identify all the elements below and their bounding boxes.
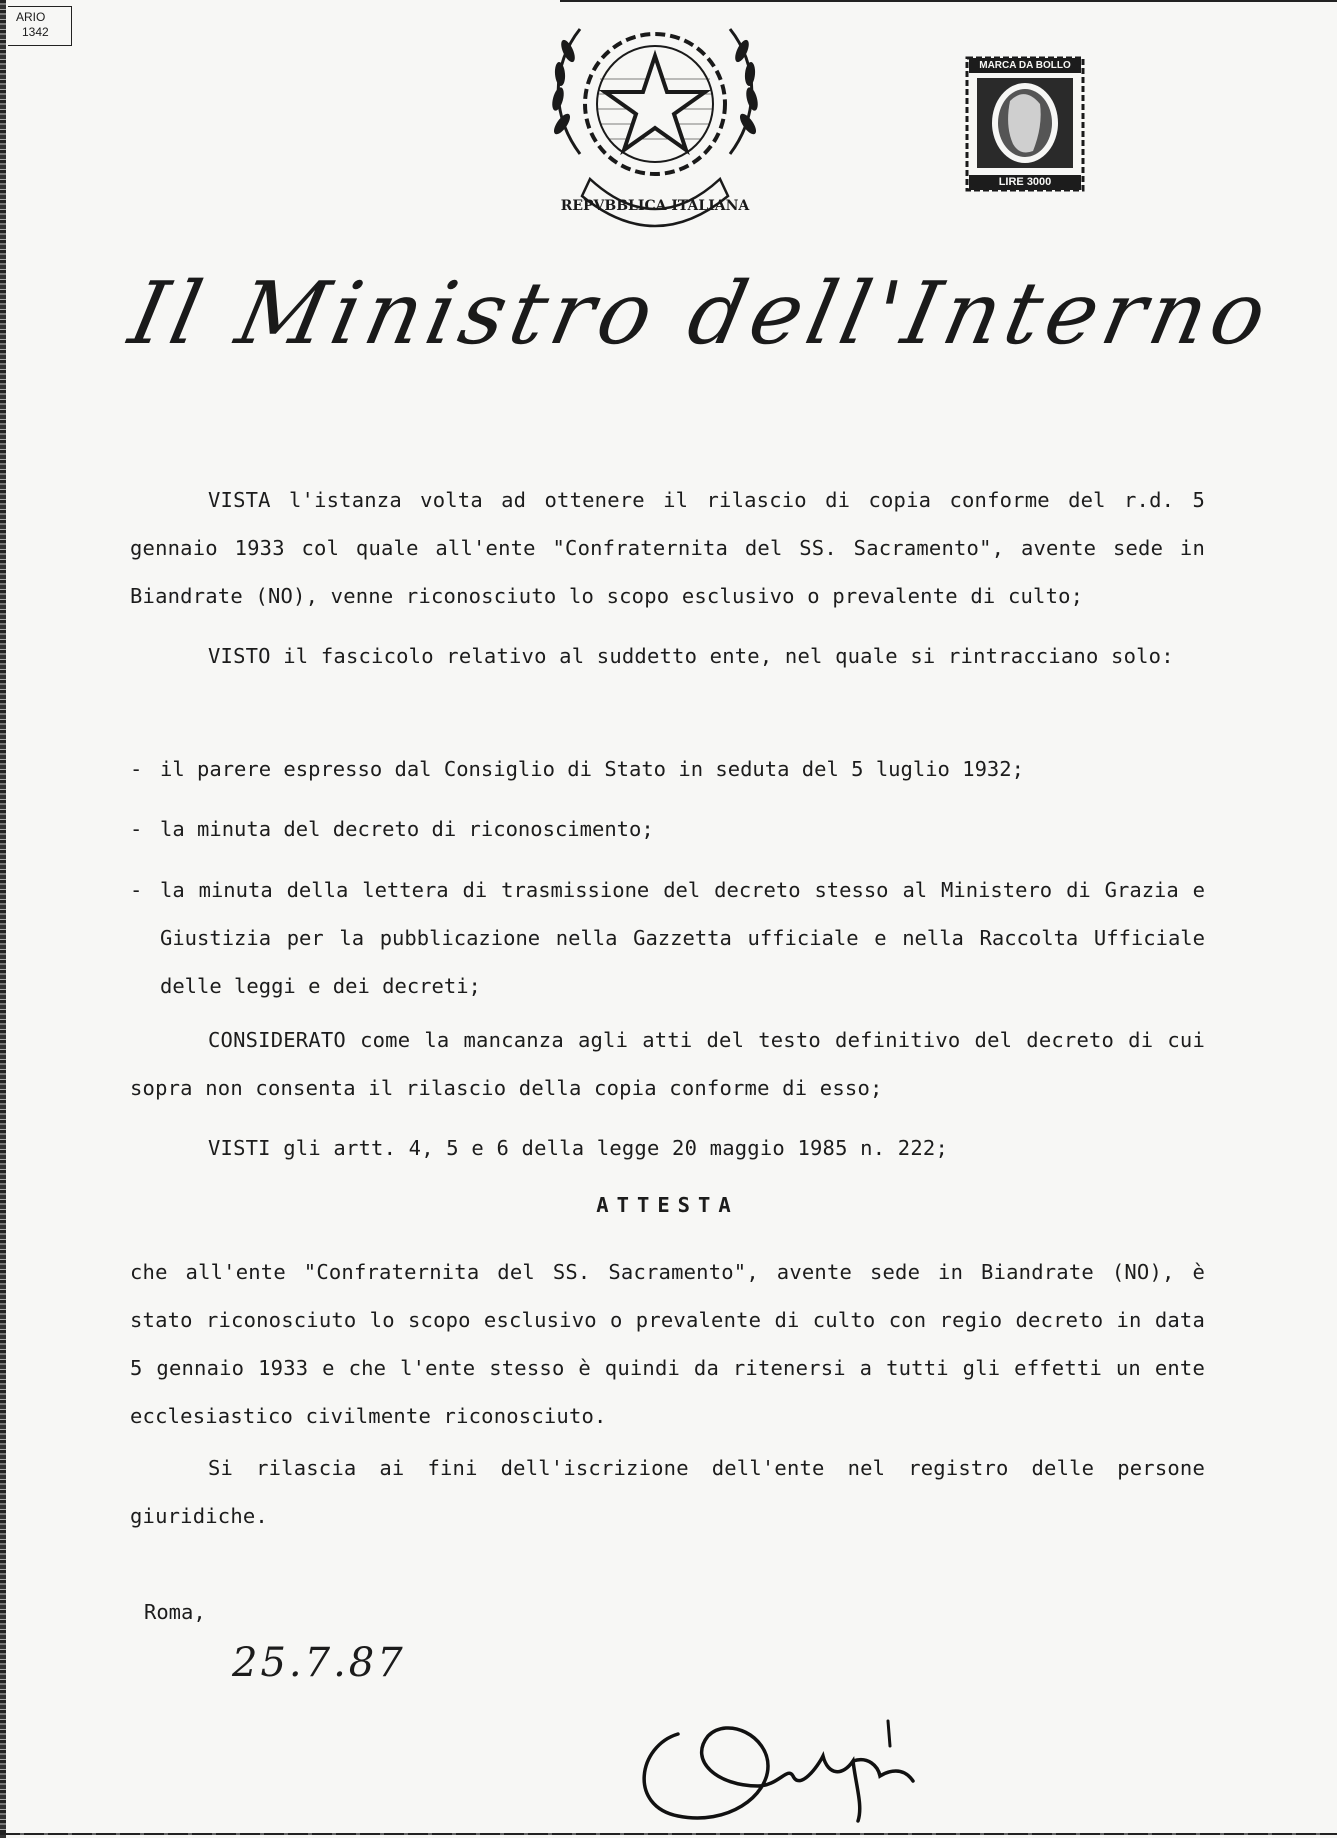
scan-top-border xyxy=(560,0,1337,2)
paragraph-visto: VISTO il fascicolo relativo al suddetto ente, nel quale si rintracciano solo: xyxy=(208,644,1174,668)
paragraph-rilascia: Si rilascia ai fini dell'iscrizione dell'ente nel registro delle persone giuridiche. xyxy=(130,1456,1205,1528)
place-label: Roma, xyxy=(144,1600,206,1624)
paragraph-vista: VISTA l'istanza volta ad ottenere il rilascio di copia conforme del r.d. 5 gennaio 1933 col quale all'ente "Confraternita del SS. Sacramento", avente sede in Biandrate (NO), venne riconosciuto lo scopo esclusivo o prevalente di culto; xyxy=(130,488,1205,608)
handwritten-date: 25.7.87 xyxy=(232,1640,406,1686)
stamp-value-text: LIRE 3000 xyxy=(969,175,1081,190)
emblem-ribbon-text: REPVBBLICA ITALIANA xyxy=(560,198,750,214)
archive-label xyxy=(8,6,72,46)
list-item xyxy=(130,805,1205,853)
republic-emblem-icon xyxy=(540,4,770,244)
list-item-text: il parere espresso dal Consiglio di Stato in seduta del 5 luglio 1932; xyxy=(160,757,1024,781)
list-item-text: la minuta della lettera di trasmissione del decreto stesso al Ministero di Grazia e Giustizia per la pubblicazione nella Gazzetta ufficiale e nella Raccolta Ufficiale delle leggi e dei decreti; xyxy=(160,878,1205,998)
list-bullet: - xyxy=(130,878,143,902)
revenue-stamp-icon xyxy=(965,56,1085,192)
scan-bottom-border xyxy=(0,1833,1337,1835)
paragraph-attesta: che all'ente "Confraternita del SS. Sacramento", avente sede in Biandrate (NO), è stato riconosciuto lo scopo esclusivo o prevalente di culto con regio decreto in data 5 gennaio 1933 e che l'ente stesso è quindi da ritenersi a tutti gli effetti un ente ecclesiastico civilmente riconosciuto. xyxy=(130,1260,1205,1428)
list-item xyxy=(130,745,1205,793)
archive-label-line1: ARIO xyxy=(16,10,46,24)
paragraph-considerato: CONSIDERATO come la mancanza agli atti del testo definitivo del decreto di cui sopra non consenta il rilascio della copia conforme di esso; xyxy=(130,1028,1205,1100)
stamp-top-text: MARCA DA BOLLO xyxy=(969,58,1081,73)
revenue-stamp xyxy=(965,56,1085,192)
paragraph-visti: VISTI gli artt. 4, 5 e 6 della legge 20 maggio 1985 n. 222; xyxy=(208,1136,948,1160)
list-item xyxy=(130,866,1205,1010)
list-bullet: - xyxy=(130,757,143,781)
list-item-text: la minuta del decreto di riconoscimento; xyxy=(160,817,654,841)
archive-label-line2: 1342 xyxy=(22,25,49,39)
scan-edge xyxy=(0,0,6,1838)
attesta-heading: ATTESTA xyxy=(596,1193,739,1217)
list-bullet: - xyxy=(130,817,143,841)
signature-icon xyxy=(618,1676,998,1826)
letterhead-title: Il Ministro dell'Interno xyxy=(121,264,1281,364)
